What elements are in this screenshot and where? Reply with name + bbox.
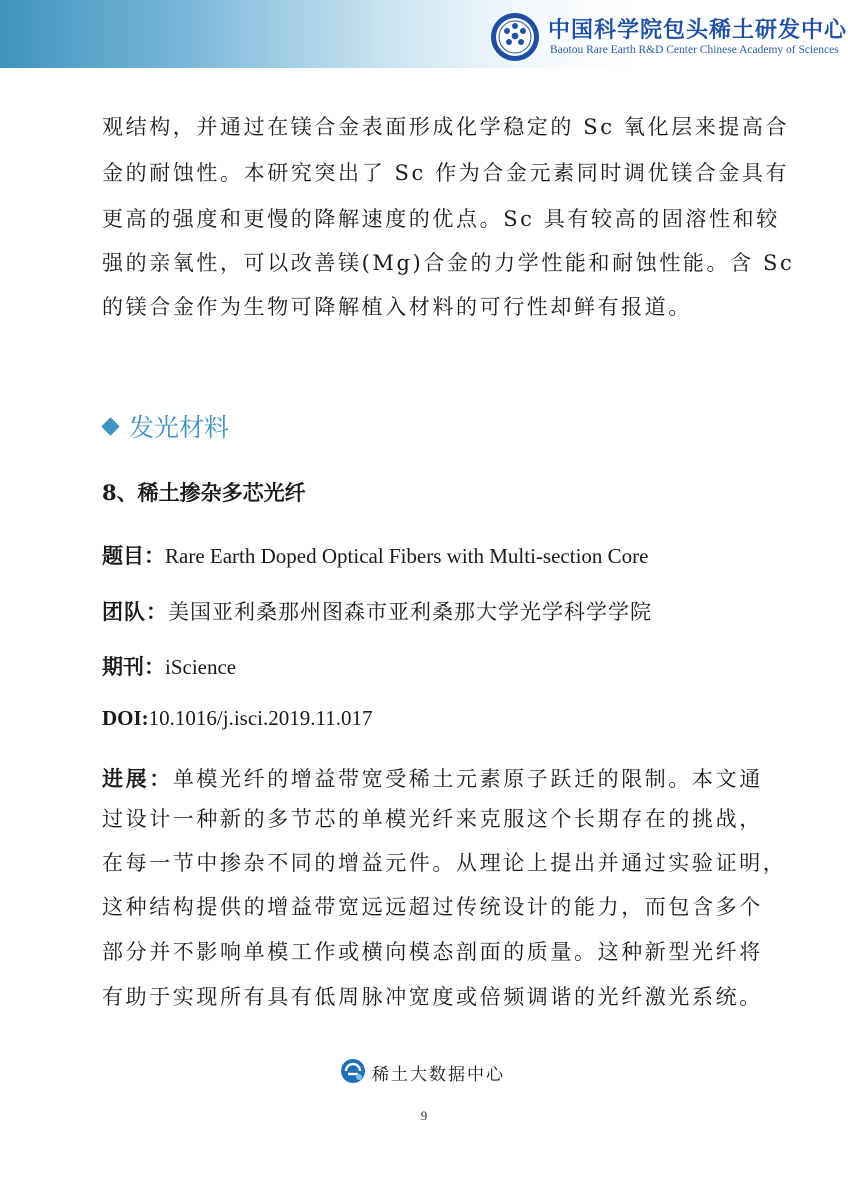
progress-line: 部分并不影响单模工作或横向模态剖面的质量。这种新型光纤将 bbox=[102, 940, 763, 964]
footer-text: 稀土大数据中心 bbox=[372, 1065, 505, 1085]
article-title: 8、稀土掺杂多芯光纤 bbox=[102, 480, 306, 505]
data-center-logo-icon bbox=[340, 1058, 366, 1084]
field-label: 进展： bbox=[102, 766, 173, 791]
diamond-bullet-icon bbox=[101, 417, 119, 435]
field-label: 题目： bbox=[102, 543, 165, 568]
section-heading bbox=[104, 408, 229, 444]
intro-line: 强的亲氧性，可以改善镁(Mg)合金的力学性能和耐蚀性能。含 Sc bbox=[102, 251, 795, 275]
field-value: 美国亚利桑那州图森市亚利桑那大学光学科学学院 bbox=[168, 600, 652, 624]
field-team bbox=[102, 596, 652, 626]
progress-line bbox=[102, 763, 763, 793]
field-doi bbox=[102, 706, 372, 731]
field-label: 团队： bbox=[102, 599, 168, 624]
intro-line: 观结构，并通过在镁合金表面形成化学稳定的 Sc 氧化层来提高合 bbox=[102, 115, 790, 139]
org-name-cn: 中国科学院包头稀土研发中心 bbox=[548, 18, 848, 43]
progress-text: 单模光纤的增益带宽受稀土元素原子跃迁的限制。本文通 bbox=[172, 767, 763, 791]
progress-line: 在每一节中掺杂不同的增益元件。从理论上提出并通过实验证明， bbox=[102, 851, 787, 875]
field-value: iScience bbox=[165, 655, 237, 679]
field-value: Rare Earth Doped Optical Fibers with Multi-section Core bbox=[165, 544, 649, 568]
field-value: 10.1016/j.isci.2019.11.017 bbox=[148, 706, 373, 730]
org-name-en: Baotou Rare Earth R&D Center Chinese Academy of Sciences bbox=[550, 44, 839, 56]
progress-line: 过设计一种新的多节芯的单模光纤来克服这个长期存在的挑战， bbox=[102, 807, 763, 831]
page-number: 9 bbox=[420, 1108, 428, 1123]
section-heading-text: 发光材料 bbox=[129, 413, 230, 442]
field-label: 期刊： bbox=[102, 654, 165, 679]
progress-line: 这种结构提供的增益带宽远远超过传统设计的能力，而包含多个 bbox=[102, 895, 763, 919]
field-journal bbox=[102, 651, 236, 681]
cas-emblem-icon bbox=[490, 12, 540, 62]
progress-line: 有助于实现所有具有低周脉冲宽度或倍频调谐的光纤激光系统。 bbox=[102, 985, 763, 1009]
field-title bbox=[102, 540, 648, 570]
intro-line: 金的耐蚀性。本研究突出了 Sc 作为合金元素同时调优镁合金具有 bbox=[102, 161, 790, 185]
intro-line: 更高的强度和更慢的降解速度的优点。Sc 具有较高的固溶性和较 bbox=[102, 207, 780, 231]
intro-line: 的镁合金作为生物可降解植入材料的可行性却鲜有报道。 bbox=[102, 295, 692, 319]
field-label: DOI: bbox=[102, 706, 149, 730]
